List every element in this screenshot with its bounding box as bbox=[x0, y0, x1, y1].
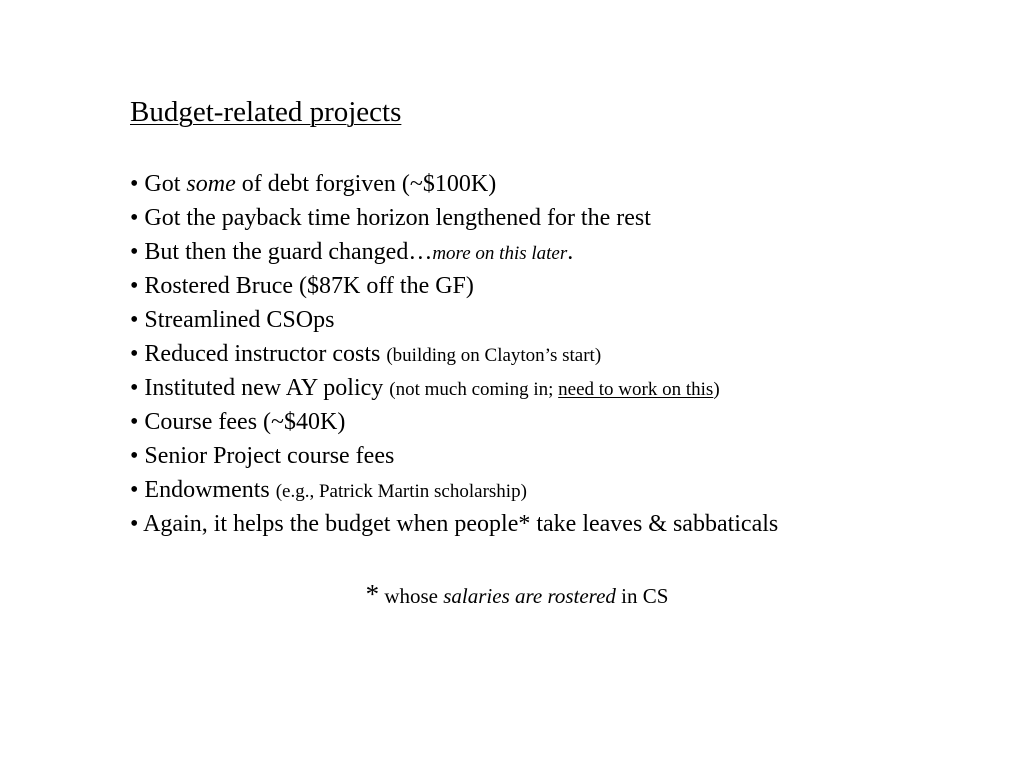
bullet-marker: • bbox=[130, 341, 139, 367]
footnote-text: whose bbox=[384, 584, 444, 608]
bullet-text: Rostered Bruce ($87K off the GF) bbox=[144, 273, 474, 299]
bullet-item bbox=[130, 337, 778, 371]
bullet-marker: • bbox=[130, 375, 139, 401]
bullet-marker: • bbox=[130, 443, 139, 469]
bullet-marker: • bbox=[130, 409, 139, 435]
bullet-emphasis: some bbox=[186, 171, 236, 197]
bullet-item bbox=[130, 507, 778, 541]
bullet-item bbox=[130, 303, 778, 337]
footnote-marker: * bbox=[365, 579, 380, 609]
bullet-text: . bbox=[567, 239, 574, 265]
bullet-text: of debt forgiven (~$100K) bbox=[235, 171, 497, 197]
bullet-marker: • bbox=[130, 171, 139, 197]
bullet-marker: • bbox=[130, 273, 139, 299]
bullet-item bbox=[130, 201, 778, 235]
bullet-item bbox=[130, 473, 778, 507]
bullet-text: Got the payback time horizon lengthened for the rest bbox=[144, 205, 651, 231]
bullet-marker: • bbox=[130, 511, 139, 537]
footnote-text: in CS bbox=[615, 584, 669, 608]
bullet-text: Senior Project course fees bbox=[144, 443, 395, 469]
bullet-item bbox=[130, 371, 778, 405]
bullet-text: Endowments bbox=[144, 477, 270, 503]
bullet-note-underlined: need to work on this bbox=[558, 379, 714, 400]
bullet-text: Reduced instructor costs bbox=[144, 341, 381, 367]
bullet-marker: • bbox=[130, 239, 139, 265]
footnote bbox=[0, 577, 1024, 613]
bullet-text: But then the guard changed… bbox=[144, 239, 433, 265]
bullet-item bbox=[130, 269, 778, 303]
bullet-text: Streamlined CSOps bbox=[144, 307, 335, 333]
bullet-item bbox=[130, 235, 778, 269]
bullet-note-text: ) bbox=[713, 379, 720, 400]
bullet-item bbox=[130, 405, 778, 439]
bullet-text: Instituted new AY policy bbox=[144, 375, 384, 401]
bullet-note bbox=[389, 379, 719, 400]
bullet-text: Again, it helps the budget when people* take leaves & sabbaticals bbox=[143, 511, 779, 537]
bullet-note: (building on Clayton’s start) bbox=[386, 345, 602, 366]
bullet-item bbox=[130, 167, 778, 201]
bullet-text: Course fees (~$40K) bbox=[144, 409, 346, 435]
bullet-marker: • bbox=[130, 307, 139, 333]
bullet-note-text: (not much coming in; bbox=[389, 379, 559, 400]
bullet-item bbox=[130, 439, 778, 473]
bullet-note: (e.g., Patrick Martin scholarship) bbox=[275, 481, 527, 502]
bullet-marker: • bbox=[130, 477, 139, 503]
bullet-marker: • bbox=[130, 205, 139, 231]
footnote-emphasis: salaries are rostered bbox=[443, 584, 616, 608]
bullet-emphasis: more on this later bbox=[432, 243, 568, 264]
bullet-text: Got bbox=[144, 171, 187, 197]
slide-title: Budget-related projects bbox=[130, 96, 402, 128]
bullet-list bbox=[130, 167, 778, 541]
